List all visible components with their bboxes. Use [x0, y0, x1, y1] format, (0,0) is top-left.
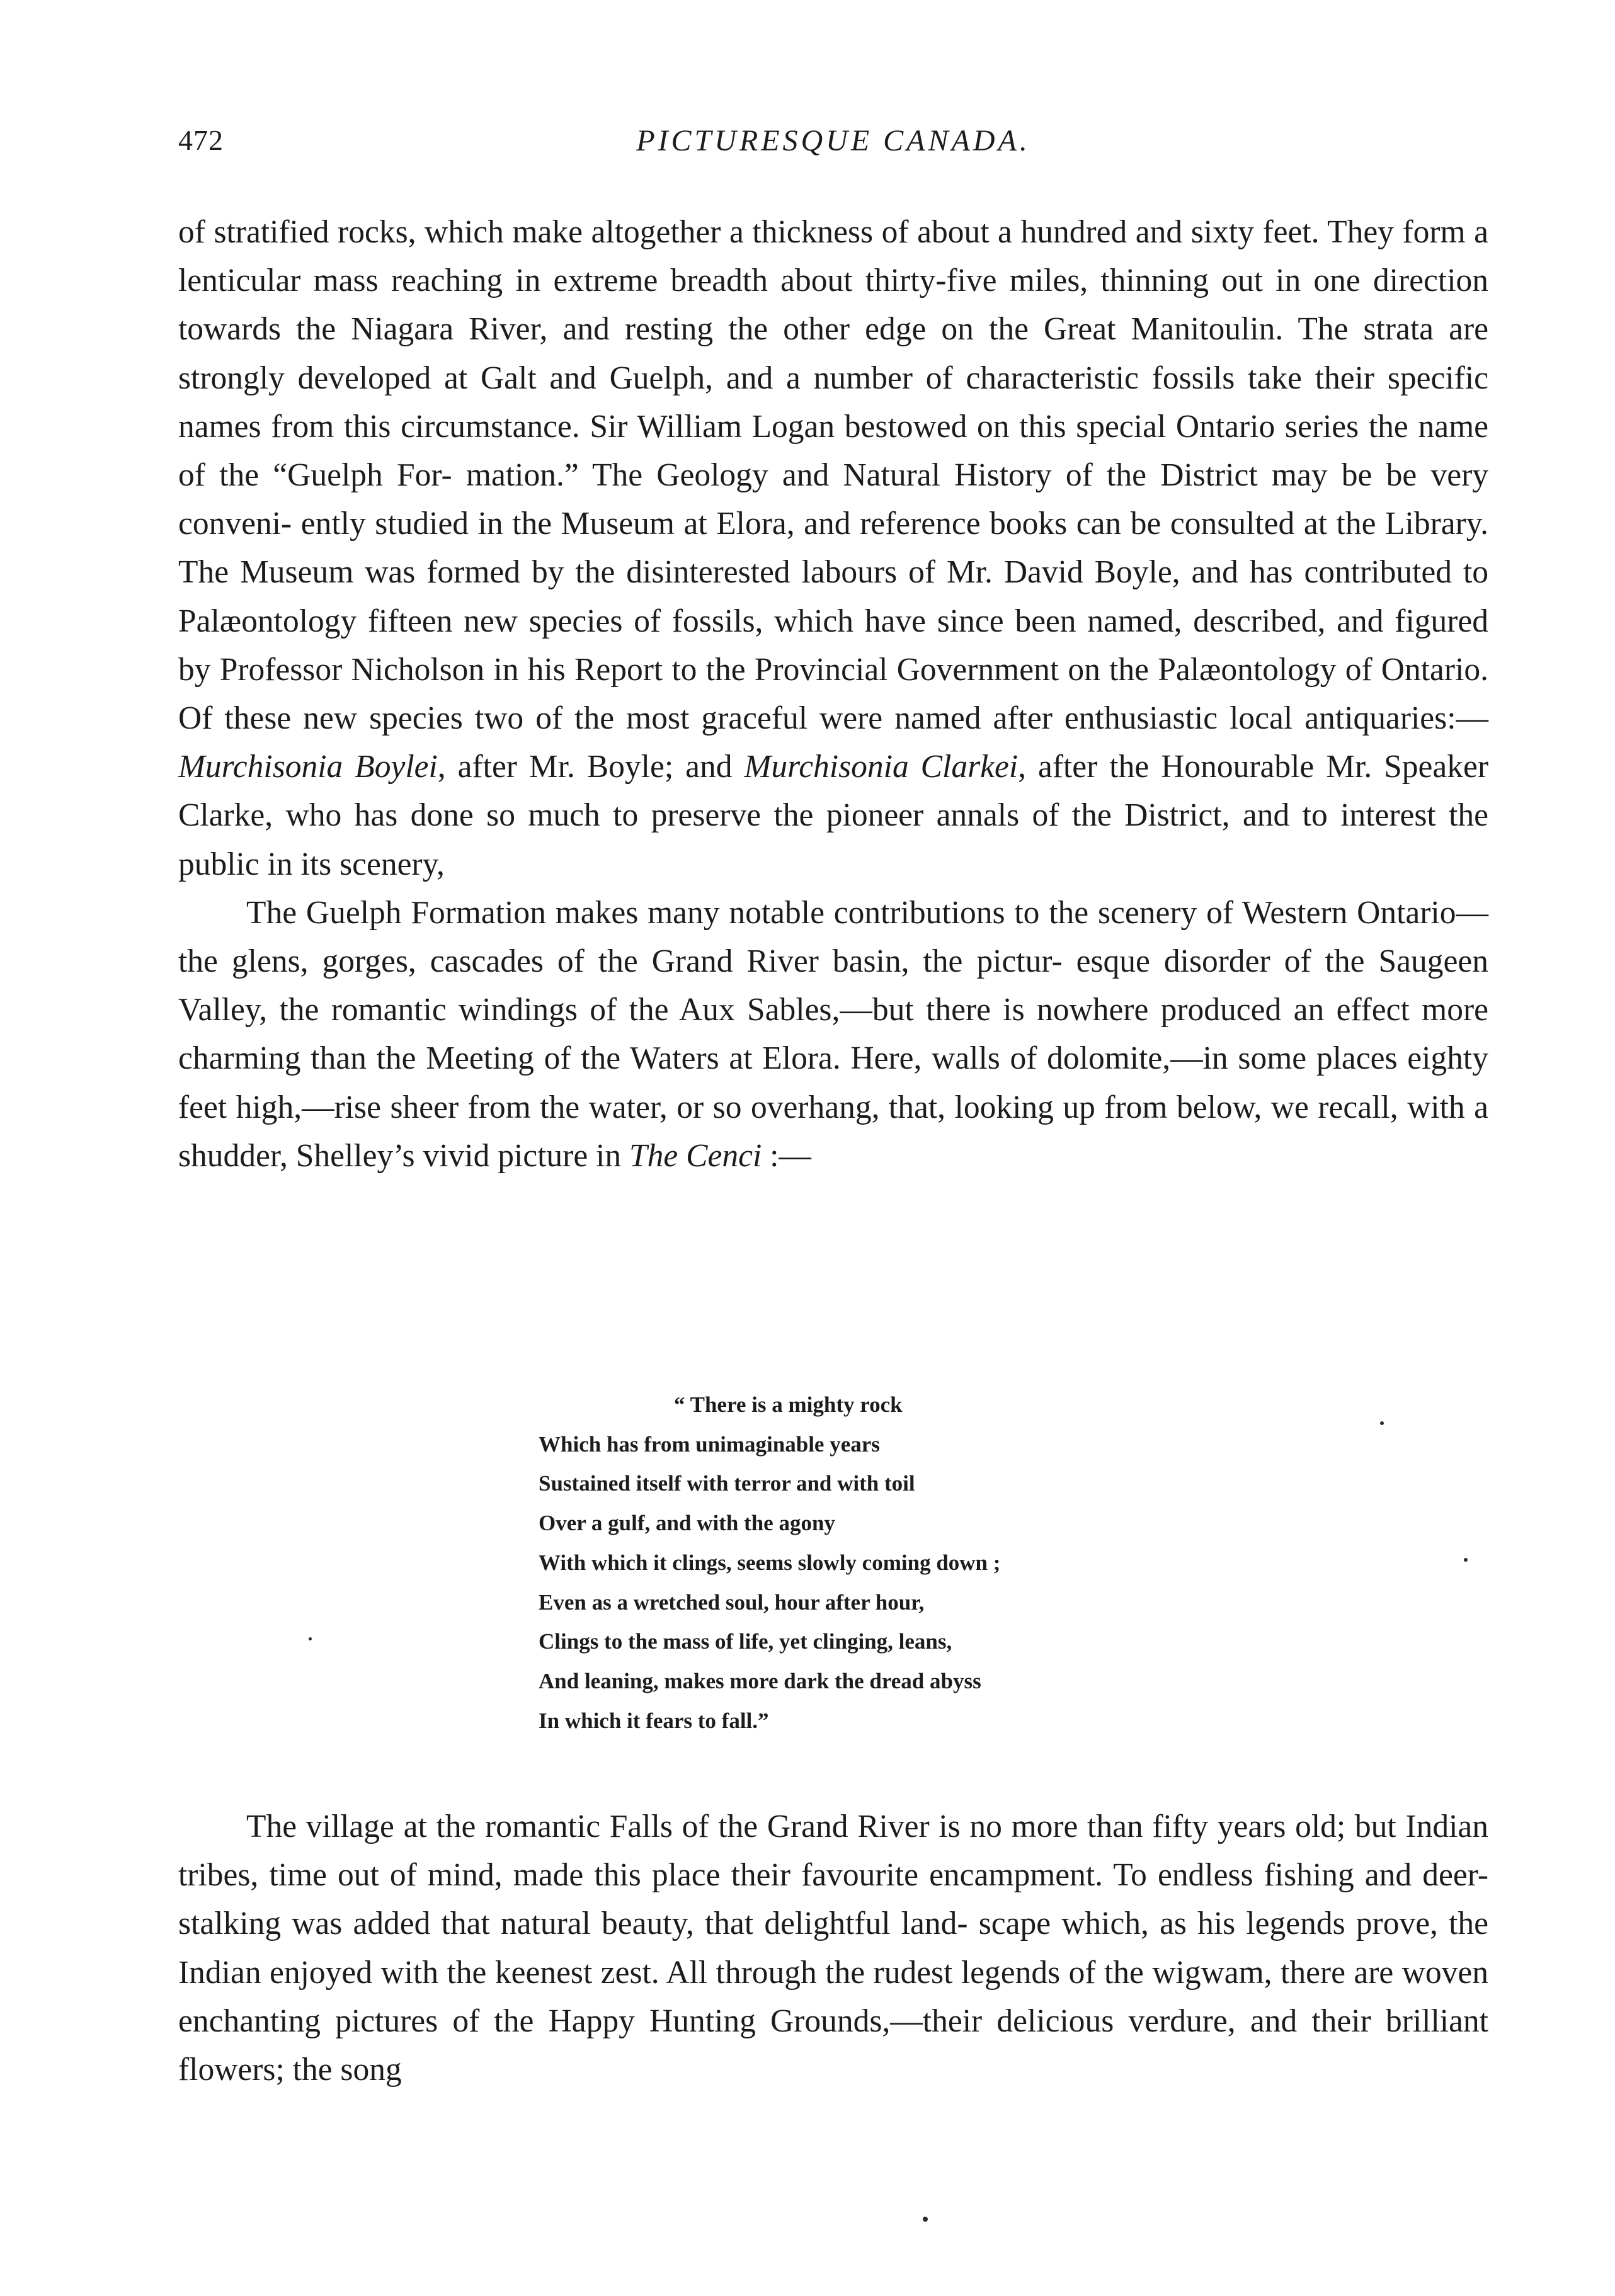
p3-line-1: The village at the romantic Falls of the Grand River is no more than fifty years: [246, 1809, 1286, 1844]
p1-closing-line-2: interest the public in its scenery,: [178, 797, 1489, 882]
page-header: [178, 123, 1488, 168]
p1-closing-line-1: Clarke, who has done so much to preserve the pioneer annals of the District, and to: [178, 797, 1328, 834]
p1-line-10: and has contributed to Palæontology fifteen new species of fossils, which have since: [178, 554, 1489, 639]
p1-line-8: ently studied in the Museum at Elora, and reference books can be consulted at the: [300, 506, 1376, 542]
p2-line-3: esque disorder of the Saugeen Valley, the romantic windings of the Aux Sables,—but: [178, 943, 1488, 1028]
p1-line-13: of the most graceful were named after enthusiastic local antiquaries:—: [535, 700, 1488, 737]
p2-line-6: water, or so overhang, that, looking up from below, we recall, with a shudder, Shelley’s: [178, 1089, 1488, 1174]
print-speck: [309, 1637, 312, 1640]
p2-line-2: Western Ontario—the glens, gorges, cascades of the Grand River basin, the pictur-: [178, 894, 1488, 980]
poem-line-9: In which it fears to fall.”: [539, 1708, 769, 1733]
p1-after-species-1: , after Mr. Boyle; and: [437, 749, 745, 785]
poem-line-4: Over a gulf, and with the agony: [539, 1511, 835, 1536]
species-name-boylei: Murchisonia Boylei: [178, 749, 438, 785]
p2-line-7: vivid picture in: [423, 1137, 629, 1174]
p3-line-5: through the rudest legends of the wigwam, there are woven enchanting pictures of the: [178, 1954, 1488, 2039]
print-speck: [1464, 1558, 1468, 1562]
p1-line-5: a number of characteristic fossils take their specific names from this circumstance. Sir: [178, 360, 1488, 445]
p2-line-4: there is nowhere produced an effect more charming than the Meeting of the Waters at: [178, 992, 1489, 1077]
paragraph-3: [178, 1802, 1488, 2094]
running-title: PICTURESQUE CANADA.: [636, 124, 1030, 157]
p2-after-title: :—: [762, 1137, 811, 1174]
p1-line-6: William Logan bestowed on this special Ontario series the name of the “Guelph For-: [178, 408, 1488, 494]
body-text-lower: [178, 1802, 1488, 2094]
body-text-upper: [178, 208, 1488, 1180]
print-speck: [1380, 1421, 1384, 1425]
p2-line-5: Elora. Here, walls of dolomite,—in some places eighty feet high,—rise sheer from the: [178, 1040, 1488, 1125]
p3-line-3: To endless fishing and deer-stalking was added that natural beauty, that delightful land-: [178, 1857, 1488, 1942]
species-name-clarkei: Murchisonia Clarkei: [744, 749, 1019, 785]
p1-line-2: feet. They form a lenticular mass reaching in extreme breadth about thirty-five miles,: [178, 214, 1489, 299]
poem-line-1: “ There is a mighty rock: [674, 1392, 903, 1417]
p1-line-1: of stratified rocks, which make altogether a thickness of about a hundred and sixty: [178, 214, 1254, 250]
paragraph-1: [178, 208, 1488, 889]
p3-line-4: scape which, as his legends prove, the Indian enjoyed with the keenest zest. All: [178, 1906, 1488, 1991]
poem-line-6: Even as a wretched soul, hour after hour,: [539, 1589, 925, 1615]
p1-line-9: Library. The Museum was formed by the disinterested labours of Mr. David Boyle,: [178, 506, 1489, 591]
poem-line-3: Sustained itself with terror and with toil: [539, 1471, 915, 1496]
p3-line-2: old; but Indian tribes, time out of mind, made this place their favourite encampment.: [178, 1809, 1488, 1894]
print-speck: [923, 2217, 928, 2222]
poem-line-7: Clings to the mass of life, yet clinging, leans,: [539, 1629, 952, 1654]
poem-line-2: Which has from unimaginable years: [539, 1431, 880, 1457]
p1-line-3: thinning out in one direction towards the Niagara River, and resting the other edge: [178, 263, 1488, 348]
paragraph-2: [178, 889, 1488, 1180]
p1-line-11: been named, described, and figured by Professor Nicholson in his Report to the: [178, 603, 1489, 688]
p1-line-12: Provincial Government on the Palæontology of Ontario. Of these new species two: [178, 651, 1488, 737]
work-title: The Cenci: [629, 1137, 762, 1174]
p3-line-6: Happy Hunting Grounds,—their delicious verdure, and their brilliant flowers; the song: [178, 2003, 1488, 2088]
poem-quotation: [539, 1385, 1231, 1741]
p1-line-7: mation.” The Geology and Natural History of the District may be be very conveni-: [178, 457, 1489, 542]
p2-line-1: The Guelph Formation makes many notable contributions to the scenery of: [246, 894, 1233, 931]
p1-line-4: on the Great Manitoulin. The strata are strongly developed at Galt and Guelph, and: [178, 311, 1488, 396]
poem-line-8: And leaning, makes more dark the dread abyss: [539, 1668, 981, 1693]
poem-line-5: With which it clings, seems slowly coming down ;: [539, 1550, 1001, 1575]
p1-after-species-2: , after the Honourable Mr. Speaker: [1018, 749, 1488, 785]
page-number: 472: [178, 124, 224, 156]
